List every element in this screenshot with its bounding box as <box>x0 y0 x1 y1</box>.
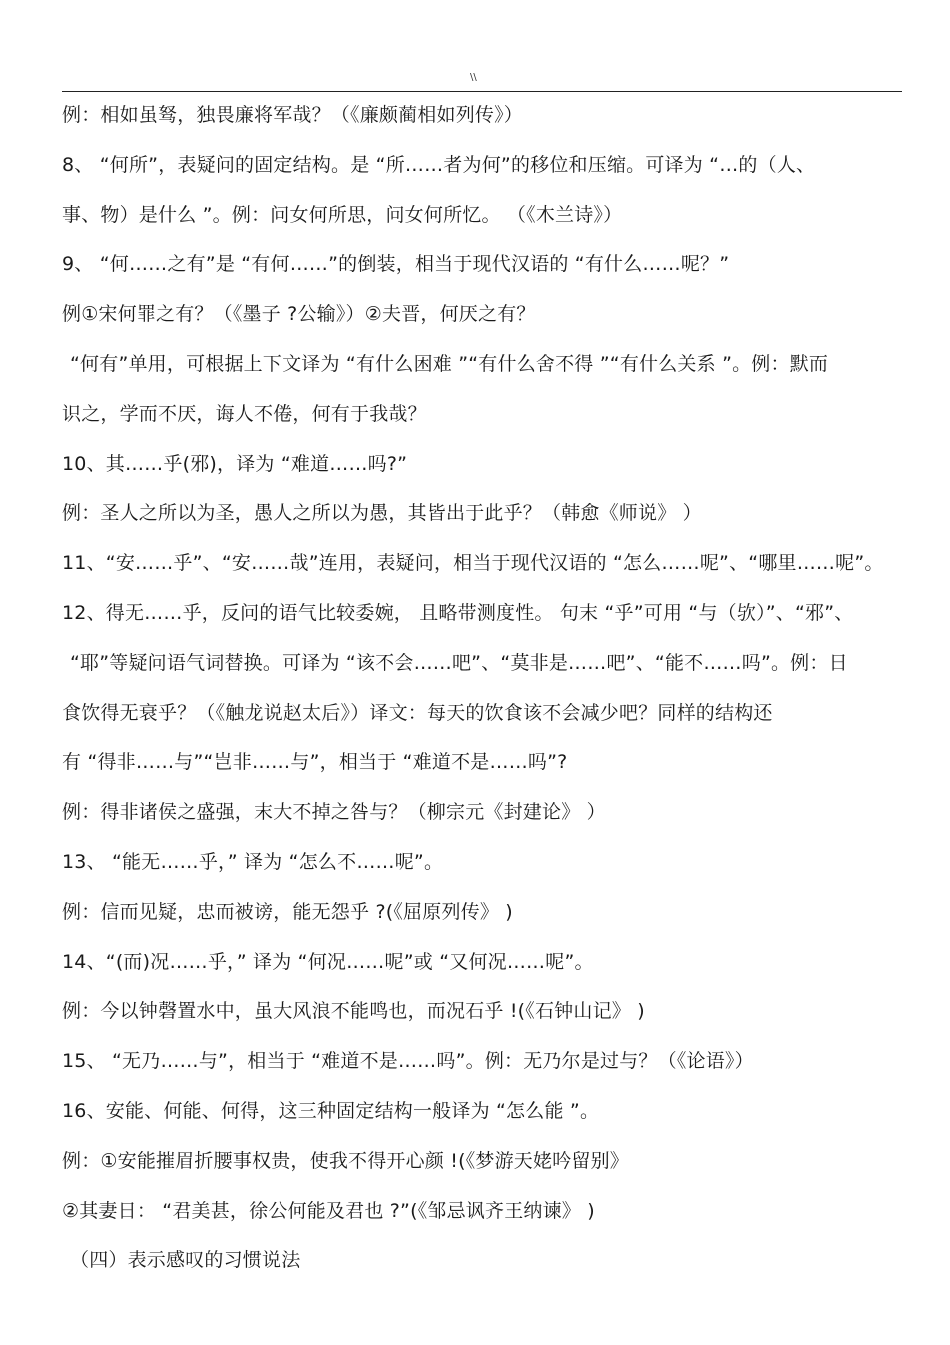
text-line: 8、 “何所”，表疑问的固定结构。是 “所……者为何”的移位和压缩。可译为 “…的（人、 <box>62 153 816 176</box>
text-line: 14、“(而)况……乎，” 译为 “何况……呢”或 “又何况……呢”。 <box>62 950 594 973</box>
text-line: 13、 “能无……乎，” 译为 “怎么不……呢”。 <box>62 850 444 873</box>
section-heading: （四）表示感叹的习惯说法 <box>70 1249 301 1272</box>
text-line: 例：相如虽驽，独畏廉将军哉？（《廉颇蔺相如列传》） <box>62 104 524 126</box>
text-line: 识之，学而不厌，诲人不倦，何有于我哉？ <box>62 402 427 425</box>
text-line: 例：①安能摧眉折腰事权贵，使我不得开心颜 !(《梦游天姥吟留别》 <box>62 1149 630 1172</box>
text-line: “耶”等疑问语气词替换。可译为 “该不会……吧”、“莫非是……吧”、“能不……吗”。例：日 <box>70 651 848 674</box>
text-line: 食饮得无衰乎？（《触龙说赵太后》）译文：每天的饮食该不会减少吧？同样的结构还 <box>62 701 773 724</box>
text-line: 10、其……乎(邪)，译为 “难道……吗?” <box>62 452 408 475</box>
text-line: 例：得非诸侯之盛强，末大不掉之咎与？（柳宗元《封建论》 ） <box>62 801 606 824</box>
text-line: 16、安能、何能、何得，这三种固定结构一般译为 “怎么能 ”。 <box>62 1099 600 1122</box>
text-line: 例：今以钟磬置水中，虽大风浪不能鸣也，而况石乎 !(《石钟山记》 ) <box>62 1000 645 1023</box>
text-line: 12、得无……乎，反问的语气比较委婉， 且略带测度性。 句末 “乎”可用 “与（欤）”、“邪”、 <box>62 601 854 624</box>
text-line: 11、“安……乎”、“安……哉”连用，表疑问，相当于现代汉语的 “怎么……呢”、“哪里……呢”。 <box>62 552 884 575</box>
document-body <box>62 99 902 1294</box>
header-mark: \\ <box>470 72 477 83</box>
text-line: 有 “得非……与”“岂非……与”，相当于 “难道不是……吗”? <box>62 751 568 774</box>
text-line: “何有”单用，可根据上下文译为 “有什么困难 ”“有什么舍不得 ”“有什么关系 ”。例：默而 <box>70 352 829 375</box>
text-line: 事、物）是什么 ”。例：问女何所思，问女何所忆。 （《木兰诗》） <box>62 203 623 226</box>
text-line: 例：信而见疑，忠而被谤，能无怨乎 ?(《屈原列传》 ) <box>62 900 513 923</box>
header-rule <box>62 91 902 92</box>
text-line: 9、 “何……之有”是 “有何……”的倒装，相当于现代汉语的 “有什么……呢？” <box>62 253 730 276</box>
text-line: 例①宋何罪之有？（《墨子 ?公输》）②夫晋，何厌之有？ <box>62 303 536 326</box>
text-line: 例：圣人之所以为圣，愚人之所以为愚，其皆出于此乎？（韩愈《师说》 ） <box>62 502 702 525</box>
text-line: 15、 “无乃……与”，相当于 “难道不是……吗”。例：无乃尔是过与？（《论语》） <box>62 1050 754 1073</box>
text-line: ②其妻日： “君美甚，徐公何能及君也 ?”(《邹忌讽齐王纳谏》 ) <box>62 1199 595 1222</box>
